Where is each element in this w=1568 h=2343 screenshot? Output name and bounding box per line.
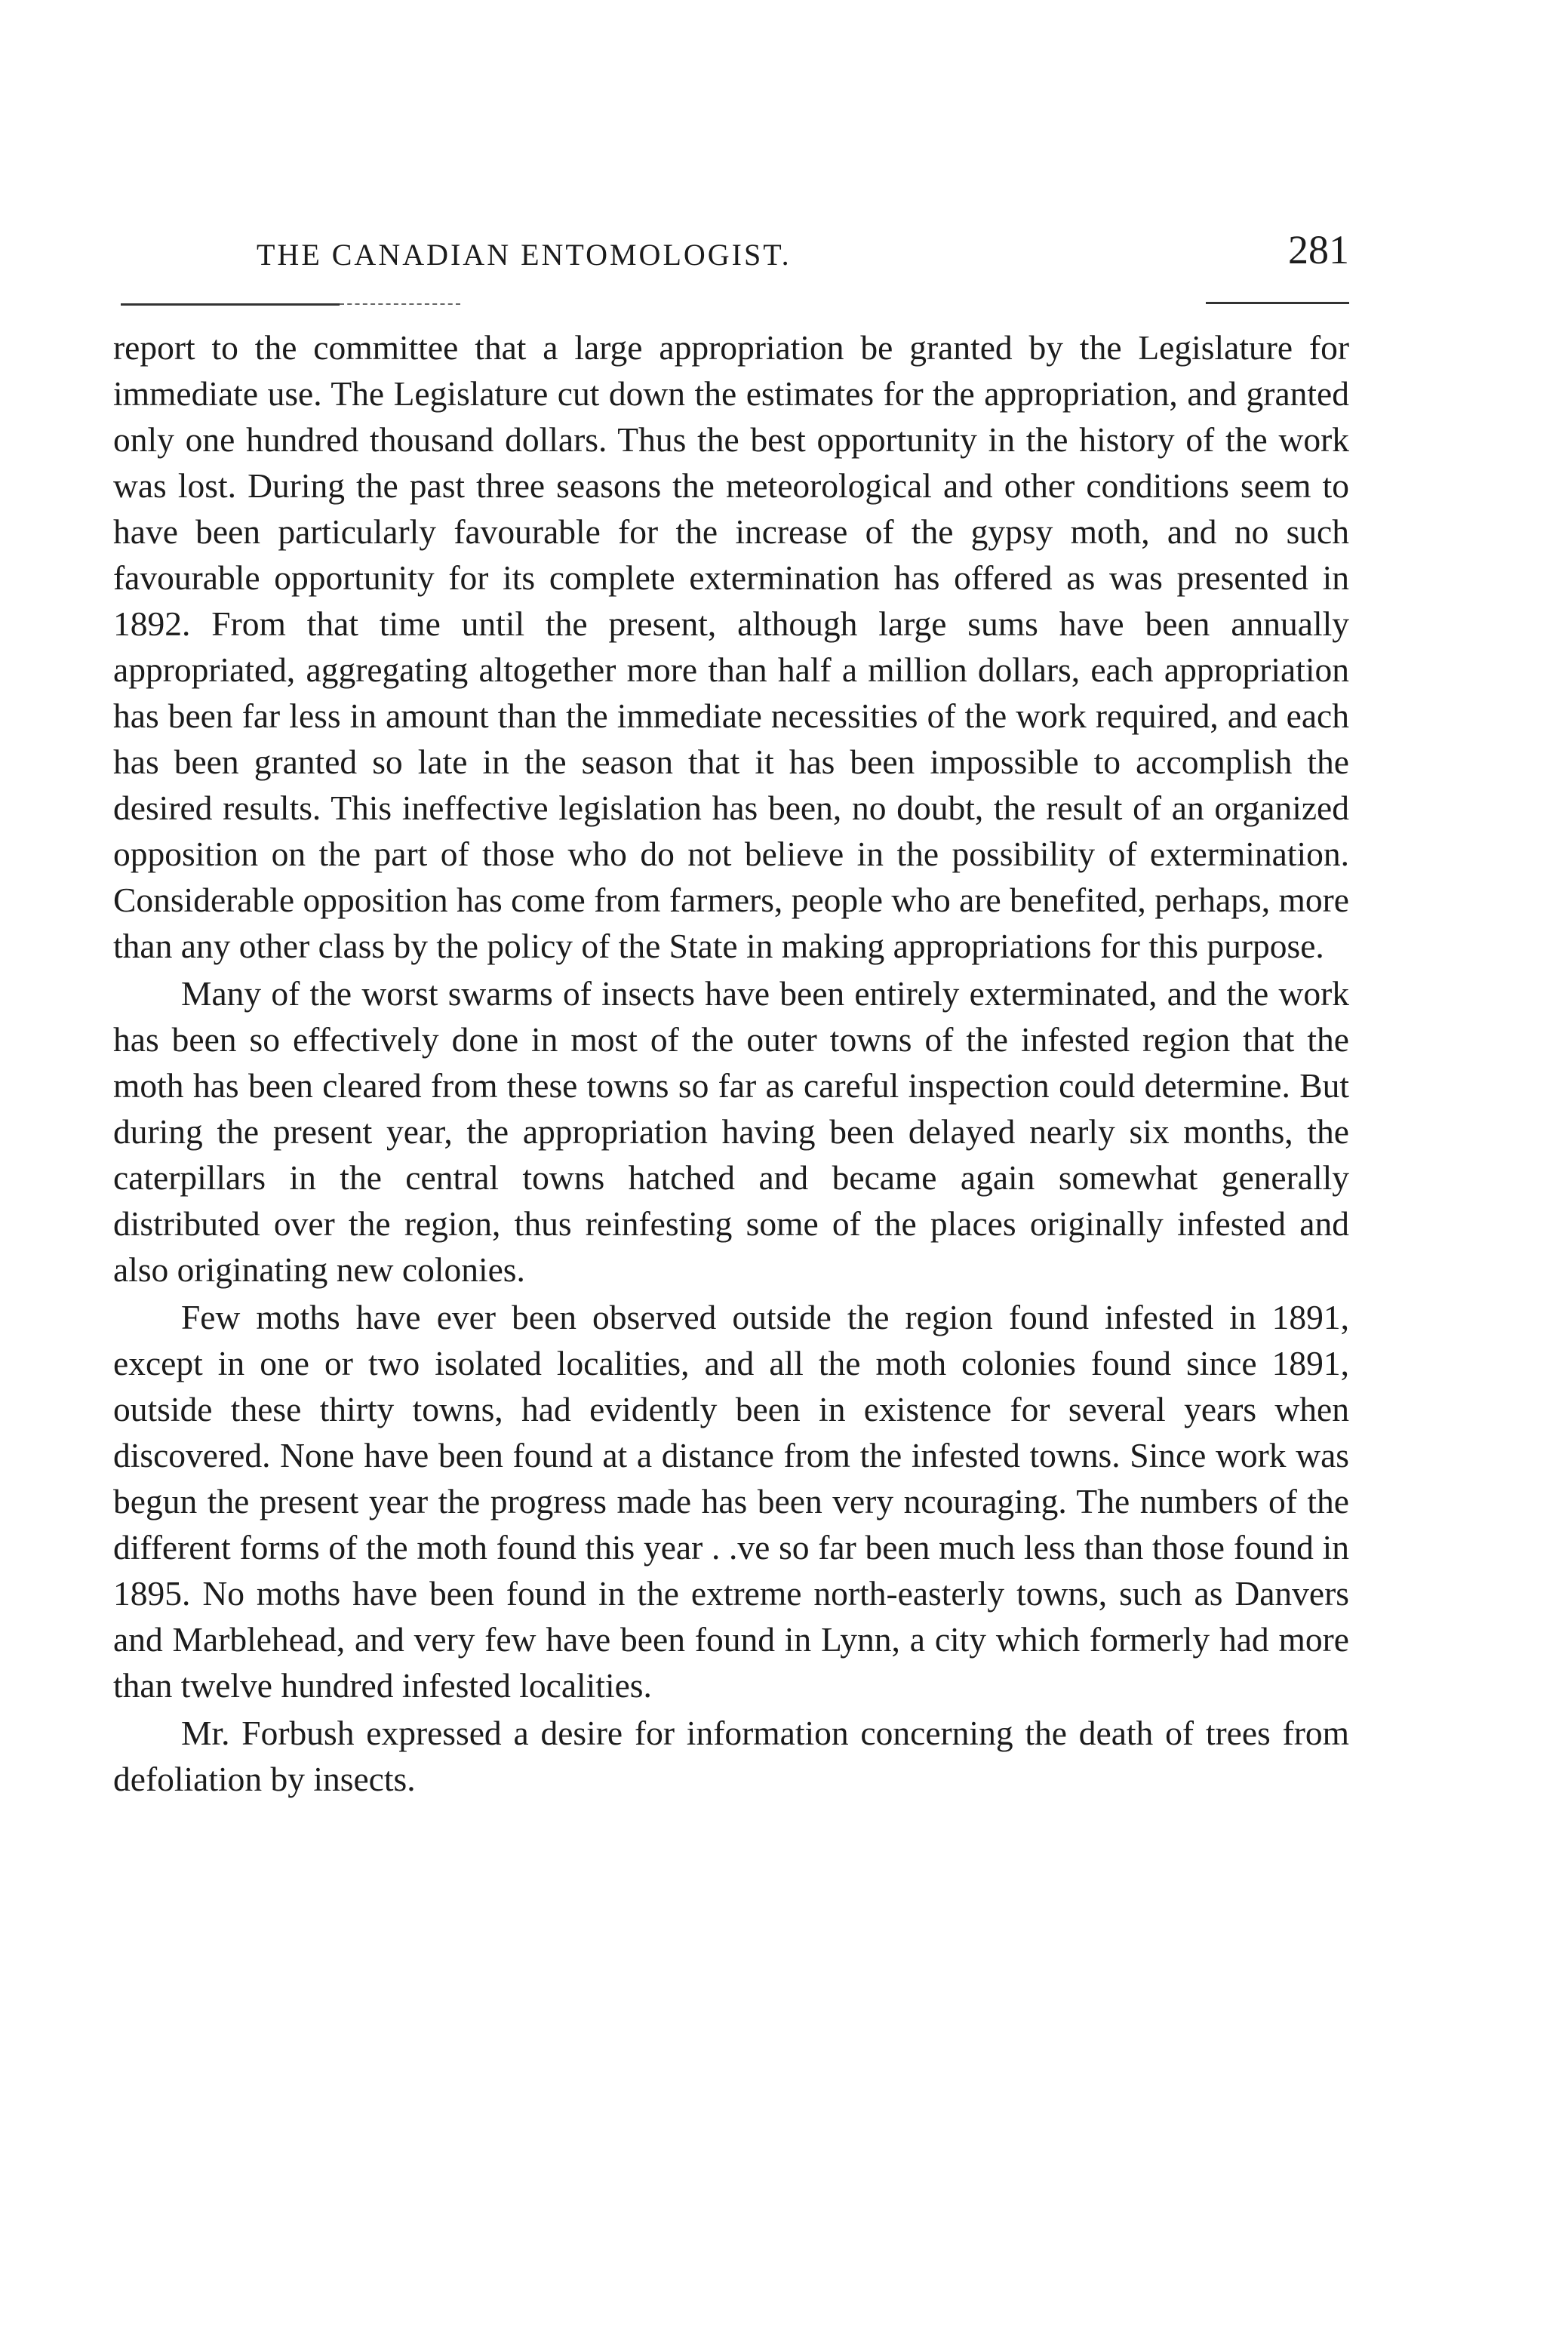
paragraph-continued: report to the committee that a large appropriation be granted by the Legislature for immediate use. The Legislature cut down the estimates for the appropriation, and granted only one hundred thousand dollars. Thus the best opportunity in the history of the work was lost. During the past three seasons the meteorological and other conditions seem to have been particularly favourable for the increase of the gypsy moth, and no such favourable opportunity for its complete extermination has offered as was presented in 1892. From that time until the present, although large sums have been annually appropriated, aggregating altogether more than half a million dollars, each appropriation has been far less in amount than the immediate necessities of the work required, and each has been granted so late in the season that it has been impossible to accomplish the desired results. This ineffective legislation has been, no doubt, the result of an organized opposition on the part of those who do not believe in the possibility of extermination. Considerable opposition has come from farmers, people who are benefited, perhaps, more than any other class by the policy of the State in making appropriations for this purpose. (113, 328, 1349, 965)
page-number: 281 (1288, 227, 1349, 272)
paragraph: Many of the worst swarms of insects have been entirely exterminated, and the work has been so effectively done in most of the outer towns of the infested region that the moth has been cleared from these towns so far as careful inspection could determine. But during the present year, the appropriation having been delayed nearly six months, the caterpillars in the central towns hatched and became again somewhat generally distributed over the region, thus reinfesting some of the places originally infested and also originating new colonies. (113, 974, 1349, 1289)
paragraph: Few moths have ever been observed outside the region found infested in 1891, except in one or two isolated localities, and all the moth colonies found since 1891, outside these thirty towns, had evidently been in existence for several years when discovered. None have been found at a distance from the infested towns. Since work was begun the present year the progress made has been very ncouraging. The numbers of the different forms of the moth found this year . .ve so far been much less than those found in 1895. No moths have been found in the extreme north-easterly towns, such as Danvers and Marblehead, and very few have been found in Lynn, a city which formerly had more than twelve hundred infested localities. (113, 1298, 1349, 1705)
running-head (113, 226, 1349, 287)
running-title: THE CANADIAN ENTOMOLOGIST. (257, 238, 792, 272)
body-text (113, 324, 1349, 1802)
document-page (113, 226, 1349, 1802)
header-rules (113, 287, 1349, 324)
paragraph: Mr. Forbush expressed a desire for information concerning the death of trees from defoliation by insects. (113, 1714, 1349, 1798)
header-rule-left (121, 303, 340, 306)
header-rule-left-tail (340, 303, 460, 305)
header-rule-right (1206, 302, 1349, 304)
